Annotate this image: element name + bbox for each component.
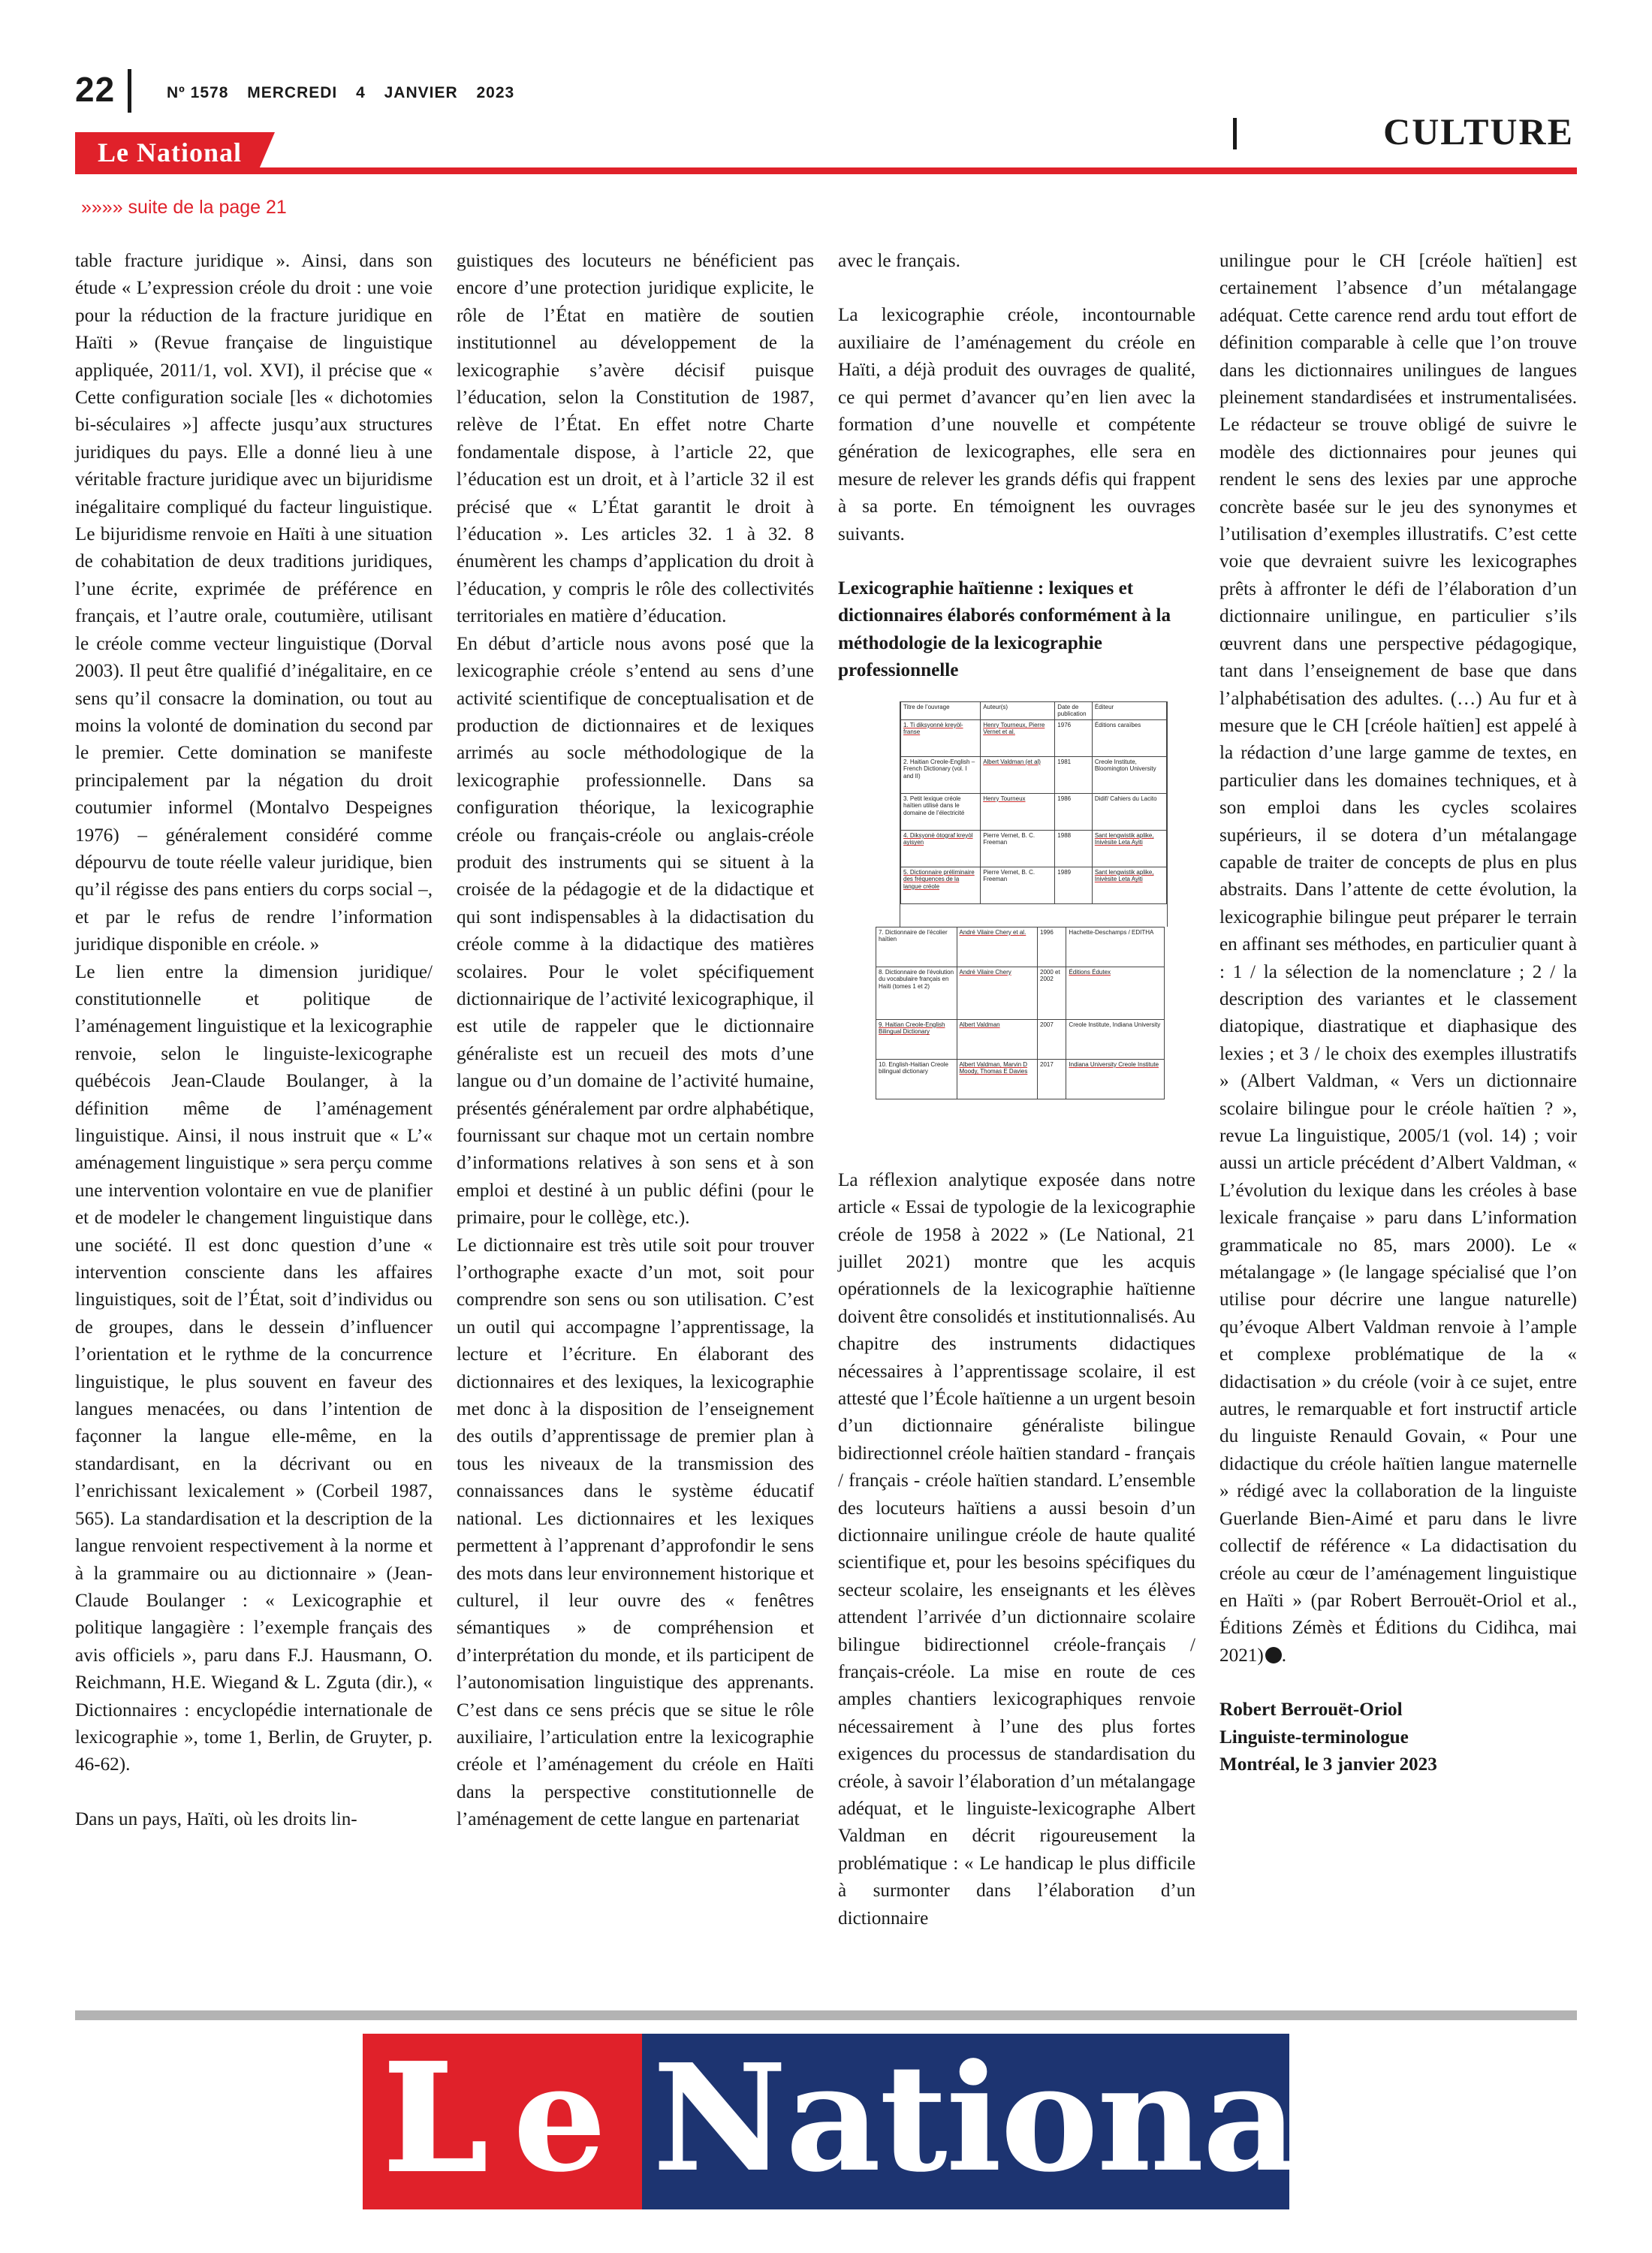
table-cell: 3. Petit lexique créole haïtien utilisé dans le domaine de l’électricité — [901, 793, 981, 830]
issue-weekday: MERCREDI — [247, 84, 338, 101]
table-cell: Pierre Vernet, B. C. Freeman — [981, 830, 1055, 867]
section-divider — [1233, 118, 1237, 149]
table-cell: Albert Valdman (et al) — [981, 756, 1055, 793]
table-cell: 2007 — [1038, 1019, 1066, 1059]
table-row — [876, 1059, 1165, 1099]
issue-year: 2023 — [476, 84, 515, 101]
table-cell: André Vilaire Chery — [957, 967, 1038, 1019]
table-cell: 2000 et 2002 — [1038, 967, 1066, 1019]
table-row — [901, 830, 1167, 867]
article-column-4 — [1219, 248, 1577, 1778]
table-cell: Éditions caraïbes — [1092, 719, 1166, 756]
table-row — [876, 927, 1165, 967]
table-cell: 1. Ti diksyonnè kreyòl-franse — [901, 719, 981, 756]
issue-month: JANVIER — [384, 84, 458, 101]
paragraph: guistiques des locuteurs ne bénéficient pas encore d’une protection juridique explicite, le rôle de l’État en matière de soutien institutionnel au développement de la lexicographie s’avère décisif puisque l’éducation, selon la Constitution de 1987, relève de l’État. En effet notre Charte fondamentale dispose, à l’article 22, que l’éducation est un droit, et à l’article 32 il est précisé que « L’État garantit le droit à l’éducation ». Les articles 32. 1 à 32. 8 énumèrent les champs d’application du droit à l’éducation, y compris le rôle des collectivités territoriales en matière d’éducation. — [457, 251, 814, 627]
table-cell: Creole Institute, Bloomington University — [1092, 756, 1166, 793]
paragraph: avec le français. — [838, 251, 960, 271]
table-row — [901, 867, 1167, 903]
paragraph-text: unilingue pour le CH [créole haïtien] est certainement l’absence d’un métalangage adéquat. Cette carence rend ardu tout effort de définition comparable à celle que l’on trouve dans les dictionnaires unilingues de langues pleinement standardisées et instrumentalisées. Le rédacteur se trouve obligé de suivre le modèle des dictionnaires pour jeunes qui rendent le sens des lexies par une approche concrète basée sur le jeu des synonymes et l’utilisation d’exemples illustratifs. C’est cette voie que devraient suivre les lexicographes prêts à affronter le défi de l’élaboration d’un dictionnaire unilingue, en particulier s’ils œuvrent dans une perspective pédagogique, tant dans l’enseignement de base que dans l’alphabétisation des adultes. (…) Au fur et à mesure que le CH [créole haïtien] est appelé à la rédaction d’une large gamme de textes, en particulier dans les domaines techniques, et à son emploi dans les cycles scolaires supérieurs, il se dotera d’un métalangage capable de traiter de concepts de plus en plus abstraits. Dans l’attente de cette évolution, la lexicographie bilingue peut préparer le terrain en affinant ses méthodes, en particulier quant à : 1 / la sélection de la nomenclature ; 2 / la description des variantes et le classement diatopique, diastratique et diaphasique des lexies ; et 3 / le choix des exemples illustratifs » (Albert Valdman, « Vers un dictionnaire scolaire bilingue pour le créole haïtien ? », revue La linguistique, 2005/1 (vol. 14) ; voir aussi un article précédent d’Albert Valdman, « L’évolution du lexique dans les créoles à base lexicale française » paru dans L’information grammaticale no 85, mars 2000). Le « métalangage » (le langage spécialisé que l’on utilise pour décrire une langue naturelle) qu’évoque Albert Valdman renvoie à l’ample et complexe problématique de la « didactisation » du créole (voir à ce sujet, entre autres, le remarquable et fort instructif article du linguiste Renauld Govain, « Pour une didactique du créole haïtien langue maternelle » rédigé avec la collaboration de la linguiste Guerlande Bien-Aimé et paru dans le livre collectif de référence « La didactisation du créole au cœur de l’aménagement linguistique en Haïti » (par Robert Berrouët-Oriol et al., Éditions Zémès et Éditions du Cidihca, mai 2021) — [1219, 251, 1577, 1666]
paragraph: En début d’article nous avons posé que la lexicographie créole s’entend au sens d’une activité scientifique de conceptualisation et de production de dictionnaires et de lexiques arrimés au socle méthodologique de la lexicographie professionnelle. Dans sa configuration théorique, la lexicographie créole ou français-créole ou anglais-créole produit des instruments qui se situent à la croisée de la pédagogie et de la didactique et qui sont indispensables à la didactisation du créole comme à la didactique des matières scolaires. Pour le volet spécifiquement dictionnairique de l’activité lexicographique, il est utile de rappeler que le dictionnaire généraliste est un recueil des mots d’une langue ou d’un domaine de l’activité humaine, présentés généralement par ordre alphabétique, fournissant sur chaque mot un certain nombre d’informations relatives à son sens et à son emploi et destiné à un public défini (pour le primaire, pour le collège, etc.). — [457, 633, 814, 1229]
logo-letter: L — [384, 2032, 487, 2205]
paragraph: Dans un pays, Haïti, où les droits lin- — [75, 1808, 357, 1829]
table-cell: 2. Haitian Creole-English – French Dictionary (vol. I and II) — [901, 756, 981, 793]
table-cell: Sant lengwistik aplike, Inivèsite Leta Ayiti — [1092, 867, 1166, 903]
section-label: CULTURE — [1383, 110, 1574, 152]
page-number: 22 — [75, 70, 116, 109]
table-header: Auteur(s) — [981, 701, 1055, 719]
table-scan — [876, 701, 1161, 1148]
table-cell: Pierre Vernet, B. C. Freeman — [981, 867, 1055, 903]
header-rule — [75, 167, 1577, 174]
logo-letter: e — [513, 2032, 607, 2205]
table-cell: 5. Dictionnaire préliminaire des fréquences de la langue créole — [901, 867, 981, 903]
table-cell: Hachette-Deschamps / EDITHA — [1066, 927, 1165, 967]
table-cell: Henry Tourneux, Pierre Vernet et al. — [981, 719, 1055, 756]
table-cell: 2017 — [1038, 1059, 1066, 1099]
author-title: Linguiste-terminologue — [1219, 1727, 1409, 1748]
table-cell: Henry Tourneux — [981, 793, 1055, 830]
paragraph: La lexicographie créole, incontournable auxiliaire de l’aménagement du créole en Haïti, a déjà produit des ouvrages de qualité, ce qui permet d’avancer qu’en lien avec la formation d’une nouvelle et compétente génération de lexicographes, elle sera en mesure de relever les grands défis qui frappent à sa porte. En témoignent les ouvrages suivants. — [838, 305, 1195, 544]
le-national-logo — [363, 2032, 1351, 2209]
author-signature — [1219, 1697, 1577, 1778]
author-place-date: Montréal, le 3 janvier 2023 — [1219, 1754, 1437, 1775]
table-cell: 1976 — [1055, 719, 1093, 756]
article-column-3 — [838, 248, 1195, 1932]
table-cell: 1988 — [1055, 830, 1093, 867]
end-mark-icon — [1265, 1647, 1282, 1663]
table-cell: 1996 — [1038, 927, 1066, 967]
table-header: Titre de l’ouvrage — [901, 701, 981, 719]
table-cell: 1986 — [1055, 793, 1093, 830]
issue-number: Nº 1578 — [167, 84, 229, 101]
table-cell: 10. English-Haitian Creole bilingual dictionary — [876, 1059, 957, 1099]
lexicon-table-lower — [876, 927, 1165, 1099]
table-cell: 9. Haitian Creole-English Bilingual Dictionary — [876, 1019, 957, 1059]
header-divider — [128, 69, 131, 113]
issue-day: 4 — [356, 84, 366, 101]
table-cell: Éditions Édutex — [1066, 967, 1165, 1019]
table-header-row — [901, 701, 1167, 719]
table-cell: Albert Valdman — [957, 1019, 1038, 1059]
author-name: Robert Berrouët-Oriol — [1219, 1700, 1403, 1721]
masthead-tab-text: Le National — [98, 137, 243, 167]
table-cell: 8. Dictionnaire de l’évolution du vocabulaire français en Haïti (tomes 1 et 2) — [876, 967, 957, 1019]
table-header: Date de publication — [1055, 701, 1093, 719]
table-cell: 1981 — [1055, 756, 1093, 793]
continued-from: »»»» suite de la page 21 — [81, 197, 287, 218]
subheading: Lexicographie haïtienne : lexiques et dictionnaires élaborés conformément à la méthodologie de la lexicographie professionnelle — [838, 578, 1171, 681]
table-header: Éditeur — [1092, 701, 1166, 719]
table-cell: Albert Valdman, Marvin D Moody, Thomas E Davies — [957, 1059, 1038, 1099]
table-cell: Creole Institute, Indiana University — [1066, 1019, 1165, 1059]
table-row — [876, 1019, 1165, 1059]
table-cell: André Vilaire Chery et al. — [957, 927, 1038, 967]
article-column-2 — [457, 248, 814, 1834]
table-cell: 4. Diksyonè òtograf kreyòl ayisyen — [901, 830, 981, 867]
table-upper — [900, 701, 1168, 927]
table-row — [876, 967, 1165, 1019]
table-row — [901, 793, 1167, 830]
paragraph: La réflexion analytique exposée dans notre article « Essai de typologie de la lexicographie créole de 1958 à 2022 » (Le National, 21 juillet 2021) montre que les acquis opérationnels de la lexicographie haïtienne doivent être consolidés et institutionnalisés. Au chapitre des instruments didactiques nécessaires à l’apprentissage scolaire, il est attesté que l’École haïtienne a un urgent besoin d’un dictionnaire généraliste bilingue bidirectionnel créole haïtien standard - français / français - créole haïtien standard. L’ensemble des locuteurs haïtiens a aussi besoin d’un dictionnaire unilingue créole de haute qualité scientifique et, pour les besoins spécifiques du secteur scolaire, les enseignants et les élèves attendent l’arrivée d’un dictionnaire scolaire bilingue bidirectionnel créole-français / français-créole. La mise en route de ces amples chantiers lexicographiques renvoie nécessairement à l’une des plus fortes exigences du processus de standardisation du créole, à savoir l’élaboration d’un métalangage adéquat, et le linguiste-lexicographe Albert Valdman en décrit rigoureusement la problématique : « Le handicap le plus difficile à surmonter dans l’élaboration d’un dictionnaire — [838, 1169, 1195, 1929]
paragraph: table fracture juridique ». Ainsi, dans son étude « L’expression créole du droit : une voie pour la réduction de la fracture juridique en Haïti » (Revue française de linguistique appliquée, 2011/1, vol. XVI), il précise que « Cette configuration sociale [les « dichotomies bi-séculaires »] affecte jusqu’aux structures juridiques du pays. Elle a donné lieu à une véritable fracture juridique avec un bijuridisme inégalitaire compliqué du facteur linguistique. Le bijuridisme renvoie en Haïti à une situation de cohabitation de deux traditions juridiques, l’une écrite, exprimée de préférence en français, et l’autre orale, coutumière, utilisant le créole comme vecteur linguistique (Dorval 2003). Il peut être qualifié d’inégalitaire, en ce sens qu’il consacre la domination, ou tout au moins la volonté de domination du second par le premier. Cette domination se manifeste principalement par la négation du droit coutumier informel (Montalvo Despeignes 1976) – généralement considéré comme dépourvu de toute réelle valeur juridique, bien qu’il régisse des pans entiers du corps social –, et par le refus de rendre l’information juridique disponible en créole. » — [75, 251, 433, 955]
logo-word: National — [653, 2032, 1351, 2205]
article-column-1 — [75, 248, 433, 1833]
table-cell: Sant lengwistik aplike, Inivèsite Leta Ayiti — [1092, 830, 1166, 867]
logo-red-block — [363, 2034, 642, 2209]
paragraph: unilingue pour le CH [créole haïtien] est certainement l’absence d’un métalangage adéquat. Cette carence rend ardu tout effort de définition comparable à celle que l’on trouve dans les dictionnaires unilingues de langues pleinement standardisées et instrumentalisées. Le rédacteur se trouve obligé de suivre le modèle des dictionnaires pour jeunes qui rendent le sens des lexies par une approche concrète basée sur le jeu des synonymes et l’utilisation d’exemples illustratifs. C’est cette voie que devraient suivre les lexicographes prêts à affronter le défi de l’élaboration d’un dictionnaire unilingue, en particulier s’ils œuvrent dans une perspective pédagogique, tant dans l’enseignement de base que dans l’alphabétisation des adultes. (…) Au fur et à mesure que le CH [créole haïtien] est appelé à la rédaction d’une large gamme de textes, en particulier dans les domaines techniques, et à son emploi dans les cycles scolaires supérieurs, il se dotera d’un métalangage capable de traiter de concepts de plus en plus abstraits. Dans l’attente de cette évolution, la lexicographie bilingue peut préparer le terrain en affinant ses méthodes, en particulier quant à : 1 / la sélection de la nomenclature ; 2 / la description des variantes et le classement diatopique, diastratique et diaphasique des lexies ; et 3 / le choix des exemples illustratifs » (Albert Valdman, « Vers un dictionnaire scolaire bilingue pour le créole haïtien ? », revue La linguistique, 2005/1 (vol. 14) ; voir aussi un article précédent d’Albert Valdman, « L’évolution du lexique dans les créoles à base lexicale française » paru dans L’information grammaticale no 85, mars 2000). Le « métalangage » (le langage spécialisé que l’on utilise pour décrire une langue naturelle) qu’évoque Albert Valdman renvoie à l’ample et complexe problématique de la « didactisation » du créole (voir à ce sujet, entre autres, le remarquable et fort instructif article du linguiste Renauld Govain, « Pour une didactique du créole haïtien langue maternelle » rédigé avec la collaboration de la linguiste Guerlande Bien-Aimé et paru dans le livre collectif de référence « La didactisation du créole au cœur de l’aménagement linguistique en Haïti » (par Robert Berrouët-Oriol et al., Éditions Zémès et Éditions du Cidihca, mai 2021) . — [1219, 251, 1577, 1666]
table-row — [901, 756, 1167, 793]
issue-line — [167, 84, 528, 102]
table-cell: 1989 — [1055, 867, 1093, 903]
table-row — [901, 719, 1167, 756]
footer-rule — [75, 2010, 1577, 2020]
paragraph: Le dictionnaire est très utile soit pour trouver l’orthographe exacte d’un mot, soit pour comprendre son sens ou son utilisation. C’est un outil qui accompagne l’apprentissage, la lecture et l’écriture. En élaborant des dictionnaires et des lexiques, la lexicographie met donc à la disposition de l’enseignement des outils d’apprentissage de premier plan à tous les niveaux de la transmission des connaissances dans le système éducatif national. Les dictionnaires et les lexiques permettent à l’apprenant d’approfondir le sens des mots dans leur environnement historique et culturel, il leur ouvre des « fenêtres sémantiques » de compréhension et d’interprétation du monde, et ils participent de l’autonomisation linguistique des apprenants. C’est dans ce sens précis que se situe le rôle auxiliaire, l’articulation entre la lexicographie créole et l’aménagement du créole en Haïti dans la perspective constitutionnelle de l’aménagement de cette langue en partenariat — [457, 1235, 814, 1830]
paragraph: Le lien entre la dimension juridique/ constitutionnelle et politique de l’aménagement linguistique et la lexicographie renvoie, selon le linguiste-lexicographe québécois Jean-Claude Boulanger, à la définition même de l’aménagement linguistique. Ainsi, il nous instruit que « L’« aménagement linguistique » sera perçu comme une intervention volontaire en vue de planifier et de modeler le changement linguistique dans une société. Il est donc question d’une « intervention consciente dans les affaires linguistiques, soit de l’État, soit d’individus ou de groupes, dans le dessein d’influencer l’orientation et le rythme de la concurrence linguistique, le plus souvent en faveur des langues menacées, ou dans l’intention de façonner la langue elle-même, en la standardisant, en la décrivant ou en l’enrichissant lexicalement » (Corbeil 1987, 565). La standardisation et la description de la langue renvoient respectivement à la norme et à la grammaire ou au dictionnaire » (Jean-Claude Boulanger : « Lexicographie et politique langagière : l’exemple français des avis officiels », paru dans F.J. Hausmann, O. Reichmann, H.E. Wiegand & L. Zguta (dir.), « Dictionnaires : encyclopédie internationale de lexicographie », tome 1, Berlin, de Gruyter, p. 46-62). — [75, 961, 433, 1775]
logo-navy-block — [642, 2032, 1351, 2209]
lexicon-table-figure — [838, 701, 1195, 1148]
table-cell: Didif/ Cahiers du Lacito — [1092, 793, 1166, 830]
table-cell: Indiana University Creole Institute — [1066, 1059, 1165, 1099]
lexicon-table-upper — [900, 701, 1167, 904]
table-cell: 7. Dictionnaire de l’écolier haïtien — [876, 927, 957, 967]
table-lower — [876, 927, 1165, 1145]
